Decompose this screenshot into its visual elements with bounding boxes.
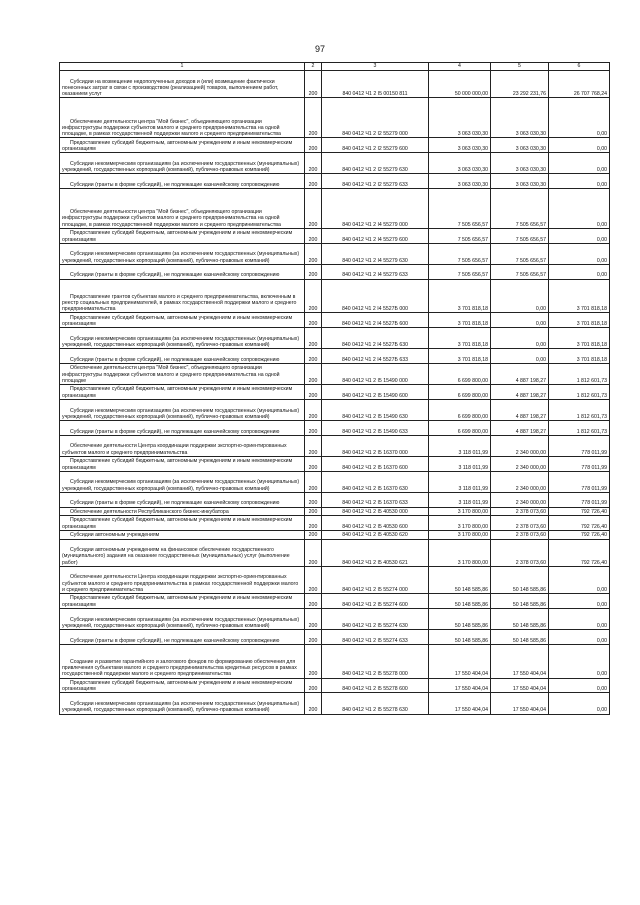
row-executed-amount: 50 148 585,86 [491, 609, 549, 630]
table-row [60, 174, 610, 189]
table-row [60, 492, 610, 507]
table-row [60, 435, 610, 456]
row-line-code: 200 [305, 566, 322, 593]
row-line-code: 200 [305, 630, 322, 645]
row-budget-code: 840 0412 Ч1 2 I5 55274 633 [322, 630, 429, 645]
table-row [60, 594, 610, 609]
row-executed-amount: 7 505 656,57 [491, 189, 549, 229]
table-row [60, 71, 610, 98]
row-approved-amount: 50 148 585,86 [429, 594, 491, 609]
row-executed-amount: 7 505 656,57 [491, 264, 549, 279]
row-executed-amount: 23 292 231,76 [491, 71, 549, 98]
row-unexecuted-amount: 1 812 601,73 [549, 421, 610, 436]
table-row [60, 457, 610, 472]
row-executed-amount: 2 378 073,60 [491, 539, 549, 566]
row-executed-amount: 50 148 585,86 [491, 594, 549, 609]
row-unexecuted-amount: 0,00 [549, 138, 610, 153]
row-unexecuted-amount: 792 726,40 [549, 531, 610, 540]
table-row [60, 264, 610, 279]
row-budget-code: 840 0412 Ч1 2 I5 55278 000 [322, 644, 429, 678]
row-unexecuted-amount: 792 726,40 [549, 507, 610, 516]
row-unexecuted-amount: 3 701 818,18 [549, 328, 610, 349]
row-approved-amount: 7 505 656,57 [429, 264, 491, 279]
row-unexecuted-amount: 0,00 [549, 174, 610, 189]
row-approved-amount: 50 148 585,86 [429, 609, 491, 630]
row-executed-amount: 4 887 198,27 [491, 400, 549, 421]
table-row [60, 189, 610, 229]
column-header: 1 [60, 63, 305, 71]
row-budget-code: 840 0412 Ч1 2 I5 40530 621 [322, 539, 429, 566]
row-budget-code: 840 0412 Ч1 2 I4 5527Б 633 [322, 349, 429, 364]
row-unexecuted-amount: 778 011,99 [549, 492, 610, 507]
row-description: Субсидии некоммерческим организациям (за исключением государственных (муниципальных) учреждений, государственных корпораций (компаний), публично-правовых компаний) [60, 471, 305, 492]
row-unexecuted-amount: 0,00 [549, 189, 610, 229]
table-row [60, 531, 610, 540]
row-description: Субсидии (гранты в форме субсидий), не подлежащие казначейскому сопровождению [60, 349, 305, 364]
column-header: 6 [549, 63, 610, 71]
row-approved-amount: 6 699 800,00 [429, 385, 491, 400]
row-line-code: 200 [305, 435, 322, 456]
table-row [60, 400, 610, 421]
table-row [60, 609, 610, 630]
row-line-code: 200 [305, 264, 322, 279]
row-unexecuted-amount: 0,00 [549, 229, 610, 244]
row-budget-code: 840 0412 Ч1 2 I5 55274 000 [322, 566, 429, 593]
table-row [60, 644, 610, 678]
table-row [60, 693, 610, 714]
row-approved-amount: 7 505 656,57 [429, 229, 491, 244]
table-row [60, 138, 610, 153]
row-description: Субсидии некоммерческим организациям (за исключением государственных (муниципальных) учреждений, государственных корпораций (компаний), публично-правовых компаний) [60, 609, 305, 630]
row-executed-amount: 0,00 [491, 328, 549, 349]
row-approved-amount: 50 148 585,86 [429, 566, 491, 593]
row-executed-amount: 4 887 198,27 [491, 421, 549, 436]
row-approved-amount: 3 701 818,18 [429, 328, 491, 349]
row-budget-code: 840 0412 Ч1 2 I2 55279 633 [322, 174, 429, 189]
row-approved-amount: 50 148 585,86 [429, 630, 491, 645]
table-row [60, 678, 610, 693]
table-row [60, 313, 610, 328]
row-unexecuted-amount: 0,00 [549, 264, 610, 279]
row-approved-amount: 3 170 800,00 [429, 539, 491, 566]
row-line-code: 200 [305, 678, 322, 693]
row-budget-code: 840 0412 Ч1 2 I5 16370 000 [322, 435, 429, 456]
row-approved-amount: 7 505 656,57 [429, 189, 491, 229]
table-row [60, 471, 610, 492]
table-row [60, 539, 610, 566]
row-line-code: 200 [305, 364, 322, 385]
row-description: Предоставление субсидий бюджетным, автономным учреждениям и иным некоммерческим организациям [60, 138, 305, 153]
row-line-code: 200 [305, 531, 322, 540]
column-header: 2 [305, 63, 322, 71]
table-row [60, 630, 610, 645]
row-unexecuted-amount: 0,00 [549, 693, 610, 714]
row-unexecuted-amount: 0,00 [549, 609, 610, 630]
table-row [60, 421, 610, 436]
row-budget-code: 840 0412 Ч1 2 I5 40530 000 [322, 507, 429, 516]
row-approved-amount: 3 170 800,00 [429, 516, 491, 531]
row-executed-amount: 17 550 404,04 [491, 693, 549, 714]
row-executed-amount: 0,00 [491, 279, 549, 313]
row-approved-amount: 3 118 011,99 [429, 457, 491, 472]
row-budget-code: 840 0412 Ч1 2 I5 55274 600 [322, 594, 429, 609]
column-header: 5 [491, 63, 549, 71]
column-header: 3 [322, 63, 429, 71]
row-description: Предоставление субсидий бюджетным, автономным учреждениям и иным некоммерческим организациям [60, 457, 305, 472]
row-line-code: 200 [305, 243, 322, 264]
row-approved-amount: 3 118 011,99 [429, 435, 491, 456]
row-budget-code: 840 0412 Ч1 2 I5 55278 630 [322, 693, 429, 714]
row-executed-amount: 2 340 000,00 [491, 457, 549, 472]
row-budget-code: 840 0412 Ч1 2 I5 16370 600 [322, 457, 429, 472]
row-budget-code: 840 0412 Ч1 2 I5 40530 620 [322, 531, 429, 540]
row-executed-amount: 7 505 656,57 [491, 243, 549, 264]
row-line-code: 200 [305, 349, 322, 364]
row-approved-amount: 3 063 030,30 [429, 153, 491, 174]
row-unexecuted-amount: 0,00 [549, 630, 610, 645]
row-unexecuted-amount: 1 812 601,73 [549, 364, 610, 385]
row-budget-code: 840 0412 Ч1 2 I5 00150 811 [322, 71, 429, 98]
row-description: Субсидии автономным учреждениям [60, 531, 305, 540]
row-line-code: 200 [305, 98, 322, 138]
row-description: Субсидии некоммерческим организациям (за исключением государственных (муниципальных) учреждений, государственных корпораций (компаний), публично-правовых компаний) [60, 153, 305, 174]
row-description: Субсидии некоммерческим организациям (за исключением государственных (муниципальных) учреждений, государственных корпораций (компаний), публично-правовых компаний) [60, 400, 305, 421]
row-description: Обеспечение деятельности центра "Мой бизнес", объединяющего организации инфраструктуры поддержки субъектов малого и среднего предпринимательства на одной площадке, в рамках государственной поддержки малого и среднего предпринимательства [60, 98, 305, 138]
row-unexecuted-amount: 0,00 [549, 644, 610, 678]
row-approved-amount: 7 505 656,57 [429, 243, 491, 264]
row-line-code: 200 [305, 492, 322, 507]
row-description: Субсидии некоммерческим организациям (за исключением государственных (муниципальных) учреждений, государственных корпораций (компаний), публично-правовых компаний) [60, 328, 305, 349]
row-approved-amount: 6 699 800,00 [429, 400, 491, 421]
row-line-code: 200 [305, 421, 322, 436]
row-approved-amount: 3 063 030,30 [429, 138, 491, 153]
row-description: Обеспечение деятельности центра "Мой бизнес", объединяющего организации инфраструктуры поддержки субъектов малого и среднего предпринимательства на одной площадке [60, 364, 305, 385]
row-description: Субсидии (гранты в форме субсидий), не подлежащие казначейскому сопровождению [60, 421, 305, 436]
row-approved-amount: 17 550 404,04 [429, 678, 491, 693]
table-row [60, 566, 610, 593]
row-description: Субсидии (гранты в форме субсидий), не подлежащие казначейскому сопровождению [60, 264, 305, 279]
table-row [60, 385, 610, 400]
row-line-code: 200 [305, 507, 322, 516]
row-unexecuted-amount: 0,00 [549, 243, 610, 264]
row-line-code: 200 [305, 189, 322, 229]
row-approved-amount: 3 170 800,00 [429, 507, 491, 516]
row-executed-amount: 3 063 030,30 [491, 98, 549, 138]
table-row [60, 243, 610, 264]
row-approved-amount: 3 701 818,18 [429, 349, 491, 364]
row-line-code: 200 [305, 71, 322, 98]
row-approved-amount: 3 063 030,30 [429, 174, 491, 189]
row-description: Субсидии (гранты в форме субсидий), не подлежащие казначейскому сопровождению [60, 630, 305, 645]
row-budget-code: 840 0412 Ч1 2 I4 55279 600 [322, 229, 429, 244]
row-description: Предоставление грантов субъектам малого и среднего предпринимательства, включенным в реестр социальных предпринимателей, в рамках государственной поддержки малого и среднего предпринимательства [60, 279, 305, 313]
table-row [60, 279, 610, 313]
row-budget-code: 840 0412 Ч1 2 I2 55279 600 [322, 138, 429, 153]
table-row [60, 328, 610, 349]
row-description: Предоставление субсидий бюджетным, автономным учреждениям и иным некоммерческим организациям [60, 594, 305, 609]
row-description: Субсидии некоммерческим организациям (за исключением государственных (муниципальных) учреждений, государственных корпораций (компаний), публично-правовых компаний) [60, 243, 305, 264]
row-executed-amount: 0,00 [491, 349, 549, 364]
row-unexecuted-amount: 3 701 818,18 [549, 313, 610, 328]
row-approved-amount: 3 701 818,18 [429, 313, 491, 328]
page-number: 97 [314, 44, 325, 54]
row-line-code: 200 [305, 516, 322, 531]
table-row [60, 516, 610, 531]
row-line-code: 200 [305, 609, 322, 630]
row-approved-amount: 17 550 404,04 [429, 693, 491, 714]
row-description: Обеспечение деятельности Центра координации поддержки экспортно-ориентированных субъектов малого и среднего предпринимательства в рамках государственной поддержки малого и среднего предпринимательства [60, 566, 305, 593]
row-executed-amount: 50 148 585,86 [491, 630, 549, 645]
row-description: Предоставление субсидий бюджетным, автономным учреждениям и иным некоммерческим организациям [60, 678, 305, 693]
row-description: Предоставление субсидий бюджетным, автономным учреждениям и иным некоммерческим организациям [60, 313, 305, 328]
row-budget-code: 840 0412 Ч1 2 I4 5527Б 630 [322, 328, 429, 349]
row-executed-amount: 0,00 [491, 313, 549, 328]
row-unexecuted-amount: 0,00 [549, 153, 610, 174]
row-approved-amount: 50 000 000,00 [429, 71, 491, 98]
row-budget-code: 840 0412 Ч1 2 I5 15490 600 [322, 385, 429, 400]
table-row [60, 229, 610, 244]
table-row [60, 153, 610, 174]
row-description: Предоставление субсидий бюджетным, автономным учреждениям и иным некоммерческим организациям [60, 229, 305, 244]
row-line-code: 200 [305, 471, 322, 492]
table-row [60, 349, 610, 364]
row-description: Субсидии (гранты в форме субсидий), не подлежащие казначейскому сопровождению [60, 174, 305, 189]
row-approved-amount: 6 699 800,00 [429, 364, 491, 385]
budget-table [59, 62, 610, 715]
row-unexecuted-amount: 1 812 601,73 [549, 385, 610, 400]
row-budget-code: 840 0412 Ч1 2 I4 55279 000 [322, 189, 429, 229]
row-budget-code: 840 0412 Ч1 2 I5 15490 633 [322, 421, 429, 436]
row-approved-amount: 17 550 404,04 [429, 644, 491, 678]
row-line-code: 200 [305, 644, 322, 678]
row-budget-code: 840 0412 Ч1 2 I4 55279 633 [322, 264, 429, 279]
row-unexecuted-amount: 26 707 768,24 [549, 71, 610, 98]
row-line-code: 200 [305, 153, 322, 174]
row-line-code: 200 [305, 457, 322, 472]
row-line-code: 200 [305, 594, 322, 609]
row-description: Обеспечение деятельности Центра координации поддержки экспортно-ориентированных субъектов малого и среднего предпринимательства [60, 435, 305, 456]
row-unexecuted-amount: 792 726,40 [549, 539, 610, 566]
row-approved-amount: 3 118 011,99 [429, 492, 491, 507]
row-budget-code: 840 0412 Ч1 2 I4 55279 630 [322, 243, 429, 264]
row-budget-code: 840 0412 Ч1 2 I5 55278 600 [322, 678, 429, 693]
row-unexecuted-amount: 778 011,99 [549, 435, 610, 456]
row-unexecuted-amount: 778 011,99 [549, 471, 610, 492]
row-unexecuted-amount: 3 701 818,18 [549, 349, 610, 364]
table-row [60, 364, 610, 385]
row-description: Обеспечение деятельности центра "Мой бизнес", объединяющего организации инфраструктуры поддержки субъектов малого и среднего предпринимательства на одной площадке, в рамках государственной поддержки малого и среднего предпринимательства [60, 189, 305, 229]
row-unexecuted-amount: 0,00 [549, 98, 610, 138]
row-line-code: 200 [305, 400, 322, 421]
row-line-code: 200 [305, 138, 322, 153]
row-executed-amount: 2 340 000,00 [491, 471, 549, 492]
row-budget-code: 840 0412 Ч1 2 I4 5527Б 600 [322, 313, 429, 328]
row-executed-amount: 2 378 073,60 [491, 516, 549, 531]
row-description: Обеспечение деятельности Республиканского бизнес-инкубатора [60, 507, 305, 516]
row-description: Субсидии на возмещение недополученных доходов и (или) возмещение фактически понесенных затрат в связи с производством (реализацией) товаров, выполнением работ, оказанием услуг [60, 71, 305, 98]
row-executed-amount: 2 340 000,00 [491, 435, 549, 456]
row-executed-amount: 17 550 404,04 [491, 644, 549, 678]
row-executed-amount: 4 887 198,27 [491, 364, 549, 385]
row-unexecuted-amount: 0,00 [549, 678, 610, 693]
row-budget-code: 840 0412 Ч1 2 I5 16370 630 [322, 471, 429, 492]
row-executed-amount: 7 505 656,57 [491, 229, 549, 244]
row-description: Создание и развитие гарантийного и залогового фондов по формированию обеспечения для привлечения субъектами малого и среднего предпринимательства кредитных ресурсов в рамках государственной поддержки малого и среднего предпринимательства [60, 644, 305, 678]
row-approved-amount: 3 063 030,30 [429, 98, 491, 138]
row-unexecuted-amount: 0,00 [549, 594, 610, 609]
row-budget-code: 840 0412 Ч1 2 I5 40530 600 [322, 516, 429, 531]
row-unexecuted-amount: 1 812 601,73 [549, 400, 610, 421]
row-executed-amount: 4 887 198,27 [491, 385, 549, 400]
row-executed-amount: 3 063 030,30 [491, 138, 549, 153]
row-line-code: 200 [305, 693, 322, 714]
row-executed-amount: 50 148 585,86 [491, 566, 549, 593]
row-approved-amount: 3 701 818,18 [429, 279, 491, 313]
row-budget-code: 840 0412 Ч1 2 I2 55279 630 [322, 153, 429, 174]
row-budget-code: 840 0412 Ч1 2 I5 55274 630 [322, 609, 429, 630]
row-budget-code: 840 0412 Ч1 2 I4 5527Б 000 [322, 279, 429, 313]
column-header: 4 [429, 63, 491, 71]
row-executed-amount: 2 378 073,60 [491, 531, 549, 540]
row-budget-code: 840 0412 Ч1 2 I5 15490 000 [322, 364, 429, 385]
row-line-code: 200 [305, 279, 322, 313]
row-line-code: 200 [305, 313, 322, 328]
row-line-code: 200 [305, 174, 322, 189]
row-budget-code: 840 0412 Ч1 2 I2 55279 000 [322, 98, 429, 138]
row-executed-amount: 17 550 404,04 [491, 678, 549, 693]
row-executed-amount: 2 378 073,60 [491, 507, 549, 516]
row-description: Предоставление субсидий бюджетным, автономным учреждениям и иным некоммерческим организациям [60, 516, 305, 531]
row-unexecuted-amount: 3 701 818,18 [549, 279, 610, 313]
row-approved-amount: 3 118 011,99 [429, 471, 491, 492]
row-line-code: 200 [305, 385, 322, 400]
table-header-row [60, 63, 610, 71]
row-executed-amount: 3 063 030,30 [491, 174, 549, 189]
row-approved-amount: 3 170 800,00 [429, 531, 491, 540]
row-description: Субсидии автономным учреждениям на финансовое обеспечение государственного (муниципального) задания на оказание государственных (муниципальных) услуг (выполнение работ) [60, 539, 305, 566]
row-description: Субсидии (гранты в форме субсидий), не подлежащие казначейскому сопровождению [60, 492, 305, 507]
row-description: Субсидии некоммерческим организациям (за исключением государственных (муниципальных) учреждений, государственных корпораций (компаний), публично-правовых компаний) [60, 693, 305, 714]
row-unexecuted-amount: 792 726,40 [549, 516, 610, 531]
row-budget-code: 840 0412 Ч1 2 I5 15490 630 [322, 400, 429, 421]
row-approved-amount: 6 699 800,00 [429, 421, 491, 436]
row-line-code: 200 [305, 539, 322, 566]
row-line-code: 200 [305, 328, 322, 349]
row-executed-amount: 2 340 000,00 [491, 492, 549, 507]
row-unexecuted-amount: 0,00 [549, 566, 610, 593]
row-description: Предоставление субсидий бюджетным, автономным учреждениям и иным некоммерческим организациям [60, 385, 305, 400]
row-budget-code: 840 0412 Ч1 2 I5 16370 633 [322, 492, 429, 507]
row-executed-amount: 3 063 030,30 [491, 153, 549, 174]
row-line-code: 200 [305, 229, 322, 244]
row-unexecuted-amount: 778 011,99 [549, 457, 610, 472]
table-row [60, 507, 610, 516]
table-row [60, 98, 610, 138]
